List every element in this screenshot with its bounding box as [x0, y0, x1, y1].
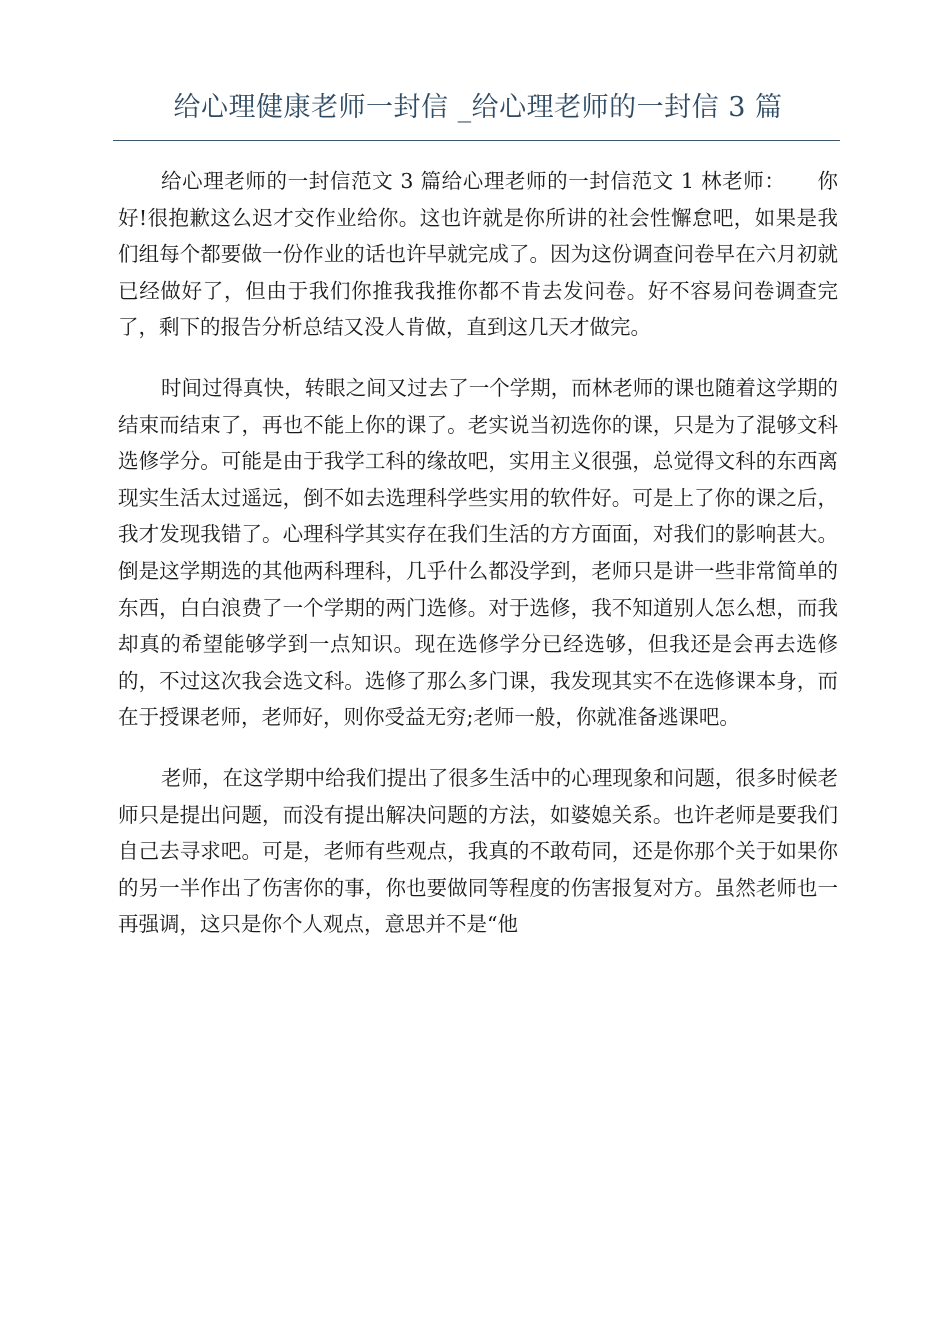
paragraph-2: 时间过得真快，转眼之间又过去了一个学期，而林老师的课也随着这学期的结束而结束了，再也不能上你的课了。老实说当初选你的课，只是为了混够文科选修学分。可能是由于我学工科的缘故吧，实用主义很强，总觉得文科的东西离现实生活太过遥远，倒不如去选理科学些实用的软件好。可是上了你的课之后，我才发现我错了。心理科学其实存在我们生活的方方面面，对我们的影响甚大。倒是这学期选的其他两科理科，几乎什么都没学到，老师只是讲一些非常简单的东西，白白浪费了一个学期的两门选修。对于选修，我不知道别人怎么想，而我却真的希望能够学到一点知识。现在选修学分已经选够，但我还是会再去选修的，不过这次我会选文科。选修了那么多门课，我发现其实不在选修课本身，而在于授课老师，老师好，则你受益无穷;老师一般，你就准备逃课吧。 — [118, 375, 838, 730]
document-title: 给心理健康老师一封信 _给心理老师的一封信 3 篇 — [173, 92, 783, 123]
title-divider — [113, 140, 840, 141]
paragraph-3: 老师，在这学期中给我们提出了很多生活中的心理现象和问题，很多时候老师只是提出问题，而没有提出解决问题的方法，如婆媳关系。也许老师是要我们自己去寻求吧。可是，老师有些观点，我真的不敢苟同，还是你那个关于如果你的另一半作出了伤害你的事，你也要做同等程度的伤害报复对方。虽然老师也一再强调，这只是你个人观点，意思并不是“他 — [118, 765, 838, 937]
paragraph-1: 给心理老师的一封信范文 3 篇给心理老师的一封信范文 1 林老师： 你好!很抱歉这么迟才交作业给你。这也许就是你所讲的社会性懈怠吧，如果是我们组每个都要做一份作业的话也许早就完成了。因为这份调查问卷早在六月初就已经做好了，但由于我们你推我我推你都不肯去发问卷。好不容易问卷调查完了，剩下的报告分析总结又没人肯做，直到这几天才做完。 — [118, 169, 838, 340]
document-body — [118, 163, 838, 967]
